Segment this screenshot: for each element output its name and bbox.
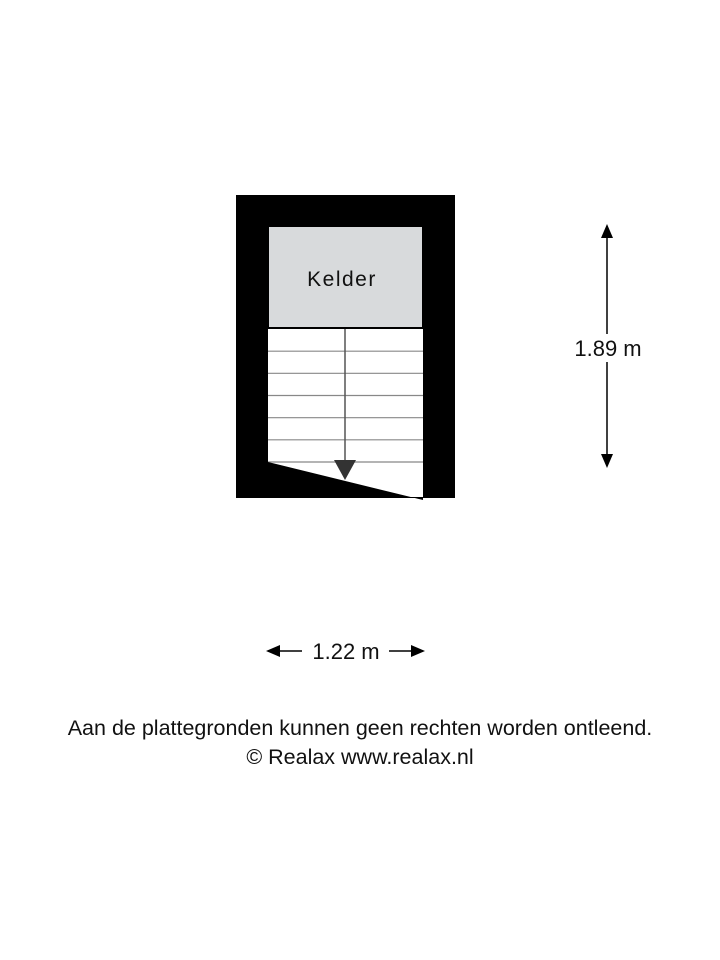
room-label-kelder: Kelder <box>307 268 377 291</box>
height-arrow-down-icon <box>601 454 613 468</box>
height-arrow-up-icon <box>601 224 613 238</box>
width-arrow-right-icon <box>411 645 425 657</box>
disclaimer-text: Aan de plattegronden kunnen geen rechten worden ontleend. <box>67 716 653 740</box>
copyright-text: © Realax www.realax.nl <box>246 745 474 769</box>
height-dimension-label: 1.89 m <box>574 336 642 361</box>
width-dimension-label: 1.22 m <box>312 639 380 664</box>
width-arrow-left-icon <box>266 645 280 657</box>
